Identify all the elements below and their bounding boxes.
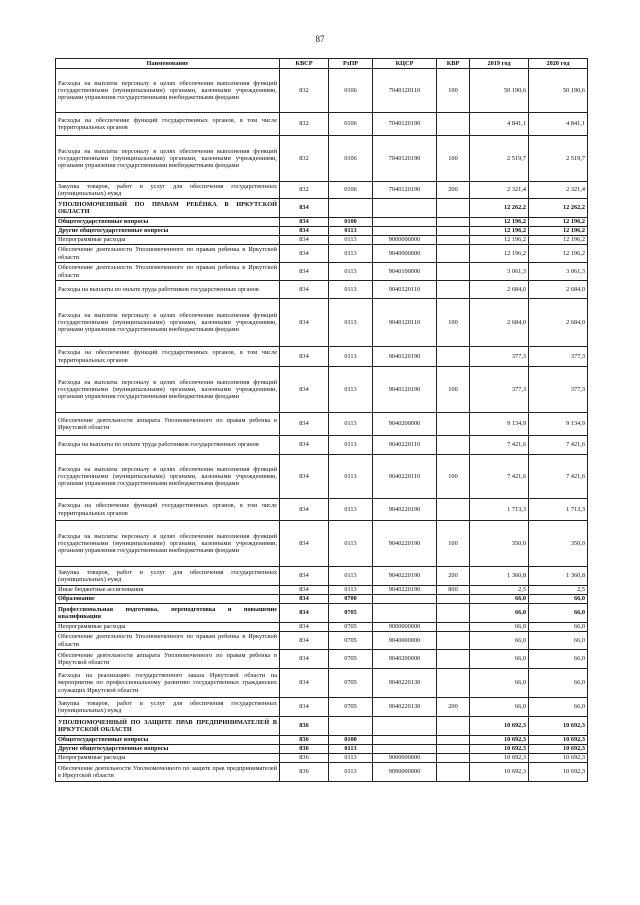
cell-name: Расходы на реализацию государственного заказа Иркутской области на мероприятия по профессиональному развитию государственных гражданских служащих Иркутской области	[56, 669, 280, 698]
cell-rzpr: 0113	[329, 413, 373, 436]
cell-rzpr: 0705	[329, 650, 373, 669]
cell-2019: 2 321,4	[470, 182, 529, 199]
cell-2020: 10 692,3	[529, 763, 588, 782]
cell-kcsr	[373, 227, 437, 236]
cell-rzpr: 0113	[329, 521, 373, 567]
cell-name: Расходы на выплаты персоналу в целях обеспечения выполнения функций государственными (муниципальными) органами, казенными учреждениями, органами управления государственными внебюджетными фондами	[56, 69, 280, 113]
table-row	[56, 736, 588, 745]
cell-rzpr: 0705	[329, 604, 373, 623]
cell-kvsr: 834	[280, 604, 329, 623]
header-kvr: КВР	[437, 59, 470, 69]
cell-kcsr	[373, 604, 437, 623]
cell-kcsr: 9040220110	[373, 436, 437, 455]
cell-rzpr: 0705	[329, 669, 373, 698]
cell-kvsr: 834	[280, 218, 329, 227]
cell-kvsr: 834	[280, 586, 329, 595]
cell-kvsr: 834	[280, 669, 329, 698]
cell-2019: 12 196,2	[470, 245, 529, 263]
cell-rzpr: 0113	[329, 347, 373, 367]
cell-rzpr: 0106	[329, 69, 373, 113]
cell-2020: 10 692,3	[529, 717, 588, 736]
cell-kvr	[437, 263, 470, 281]
cell-rzpr: 0106	[329, 113, 373, 136]
cell-2019: 10 692,3	[470, 754, 529, 763]
cell-rzpr: 0113	[329, 754, 373, 763]
budget-table	[55, 58, 588, 782]
cell-name: Закупка товаров, работ и услуг для обеспечения государственных (муниципальных) нужд	[56, 567, 280, 586]
cell-kvsr: 834	[280, 263, 329, 281]
cell-2020: 1 360,8	[529, 567, 588, 586]
cell-2020: 66,0	[529, 623, 588, 632]
cell-rzpr: 0113	[329, 263, 373, 281]
cell-2019: 12 196,2	[470, 236, 529, 245]
table-row	[56, 367, 588, 413]
cell-2020: 12 196,2	[529, 218, 588, 227]
cell-2020: 3 061,3	[529, 263, 588, 281]
cell-name: Обеспечение деятельности Уполномоченного по правам ребенка в Иркутской области	[56, 632, 280, 650]
cell-2020: 350,0	[529, 521, 588, 567]
cell-2020: 10 692,3	[529, 754, 588, 763]
cell-2020: 12 196,2	[529, 236, 588, 245]
cell-name: Профессиональная подготовка, переподготовка и повышение квалификации	[56, 604, 280, 623]
cell-name: УПОЛНОМОЧЕННЫЙ ПО ПРАВАМ РЕБЁНКА В ИРКУТСКОЙ ОБЛАСТИ	[56, 199, 280, 218]
cell-kcsr: 9040220190	[373, 521, 437, 567]
table-row	[56, 136, 588, 182]
cell-kvr	[437, 669, 470, 698]
cell-2020: 10 692,3	[529, 736, 588, 745]
table-row	[56, 182, 588, 199]
cell-2020: 4 841,1	[529, 113, 588, 136]
cell-2019: 66,0	[470, 669, 529, 698]
table-row	[56, 436, 588, 455]
cell-name: Общегосударственные вопросы	[56, 736, 280, 745]
table-row	[56, 763, 588, 782]
table-row	[56, 347, 588, 367]
cell-name: Непрограммные расходы	[56, 623, 280, 632]
cell-kvr	[437, 413, 470, 436]
cell-kcsr	[373, 736, 437, 745]
cell-kvsr: 836	[280, 745, 329, 754]
cell-rzpr: 0106	[329, 136, 373, 182]
cell-rzpr: 0113	[329, 299, 373, 347]
cell-name: Расходы на выплаты персоналу в целях обеспечения выполнения функций государственными (муниципальными) органами, казенными учреждениями, органами управления государственными внебюджетными фондами	[56, 136, 280, 182]
cell-rzpr: 0113	[329, 745, 373, 754]
cell-kvsr: 836	[280, 754, 329, 763]
cell-kvsr: 836	[280, 736, 329, 745]
cell-kvr: 100	[437, 455, 470, 499]
cell-2019: 10 692,3	[470, 745, 529, 754]
cell-kvsr: 834	[280, 698, 329, 717]
cell-2020: 377,3	[529, 347, 588, 367]
table-row	[56, 632, 588, 650]
table-row	[56, 499, 588, 521]
table-row	[56, 650, 588, 669]
cell-rzpr: 0700	[329, 595, 373, 604]
cell-rzpr: 0113	[329, 763, 373, 782]
cell-2019: 3 061,3	[470, 263, 529, 281]
header-kcsr: КЦСР	[373, 59, 437, 69]
cell-2019: 66,0	[470, 623, 529, 632]
header-2020: 2020 год	[529, 59, 588, 69]
cell-kvr: 100	[437, 299, 470, 347]
cell-rzpr: 0106	[329, 182, 373, 199]
cell-kvsr: 836	[280, 717, 329, 736]
table-row	[56, 113, 588, 136]
cell-rzpr: 0113	[329, 227, 373, 236]
cell-2019: 12 196,2	[470, 218, 529, 227]
cell-2019: 2 519,7	[470, 136, 529, 182]
cell-rzpr: 0705	[329, 632, 373, 650]
cell-name: Другие общегосударственные вопросы	[56, 745, 280, 754]
table-row	[56, 623, 588, 632]
table-row	[56, 299, 588, 347]
cell-2019: 12 262,2	[470, 199, 529, 218]
cell-kvr	[437, 736, 470, 745]
cell-name: Обеспечение деятельности аппарата Уполномоченного по правам ребенка в Иркутской области	[56, 650, 280, 669]
cell-name: Образование	[56, 595, 280, 604]
table-row	[56, 263, 588, 281]
cell-kcsr: 9040120110	[373, 281, 437, 299]
cell-kcsr: 7040120110	[373, 69, 437, 113]
cell-kvr	[437, 245, 470, 263]
cell-kcsr: 9040000000	[373, 245, 437, 263]
cell-2019: 2 684,0	[470, 281, 529, 299]
cell-kcsr	[373, 199, 437, 218]
cell-kvr	[437, 595, 470, 604]
table-header-row	[56, 59, 588, 69]
cell-2019: 350,0	[470, 521, 529, 567]
cell-2019: 9 134,9	[470, 413, 529, 436]
cell-kvsr: 832	[280, 182, 329, 199]
cell-name: Закупка товаров, работ и услуг для обеспечения государственных (муниципальных) нужд	[56, 698, 280, 717]
cell-kvsr: 834	[280, 281, 329, 299]
cell-kvsr: 834	[280, 567, 329, 586]
cell-kcsr: 9040220130	[373, 698, 437, 717]
cell-rzpr: 0705	[329, 698, 373, 717]
cell-kvr	[437, 113, 470, 136]
cell-name: Обеспечение деятельности Уполномоченного по защите прав предпринимателей в Иркутской области	[56, 763, 280, 782]
cell-2019: 1 360,8	[470, 567, 529, 586]
cell-kvsr: 834	[280, 367, 329, 413]
cell-kcsr: 9040220130	[373, 669, 437, 698]
cell-kcsr: 7040120190	[373, 136, 437, 182]
cell-kvr	[437, 199, 470, 218]
cell-rzpr: 0100	[329, 736, 373, 745]
cell-kvr	[437, 281, 470, 299]
cell-2019: 66,0	[470, 632, 529, 650]
table-row	[56, 199, 588, 218]
cell-rzpr: 0113	[329, 455, 373, 499]
header-kvsr: КВСР	[280, 59, 329, 69]
cell-2019: 7 421,6	[470, 455, 529, 499]
cell-2019: 12 196,2	[470, 227, 529, 236]
cell-kvsr: 834	[280, 623, 329, 632]
cell-kcsr: 9040000000	[373, 632, 437, 650]
cell-2020: 66,0	[529, 595, 588, 604]
cell-kvr	[437, 227, 470, 236]
cell-2019: 50 190,6	[470, 69, 529, 113]
table-row	[56, 717, 588, 736]
table-row	[56, 218, 588, 227]
cell-kvr	[437, 745, 470, 754]
table-row	[56, 567, 588, 586]
header-name: Наименование	[56, 59, 280, 69]
cell-2019: 2 684,0	[470, 299, 529, 347]
cell-2020: 66,0	[529, 650, 588, 669]
table-row	[56, 69, 588, 113]
cell-2020: 50 190,6	[529, 69, 588, 113]
table-body	[56, 69, 588, 782]
cell-rzpr: 0113	[329, 245, 373, 263]
header-rzpr: РзПР	[329, 59, 373, 69]
cell-2020: 2 684,0	[529, 281, 588, 299]
cell-2020: 66,0	[529, 604, 588, 623]
cell-kcsr: 9000000000	[373, 623, 437, 632]
cell-kvsr: 832	[280, 113, 329, 136]
cell-2020: 2 321,4	[529, 182, 588, 199]
cell-2019: 10 692,3	[470, 763, 529, 782]
cell-2020: 12 196,2	[529, 245, 588, 263]
cell-rzpr: 0113	[329, 281, 373, 299]
cell-kcsr: 9090000000	[373, 763, 437, 782]
cell-kcsr	[373, 218, 437, 227]
cell-kcsr: 9040220110	[373, 455, 437, 499]
cell-2019: 7 421,6	[470, 436, 529, 455]
cell-name: Расходы на выплаты персоналу в целях обеспечения выполнения функций государственными (муниципальными) органами, казенными учреждениями, органами управления государственными внебюджетными фондами	[56, 299, 280, 347]
cell-kcsr	[373, 745, 437, 754]
cell-kvr	[437, 717, 470, 736]
cell-kcsr: 9040220190	[373, 499, 437, 521]
cell-kvr: 200	[437, 698, 470, 717]
cell-kcsr: 9000000000	[373, 236, 437, 245]
cell-name: Расходы на выплаты по оплате труда работников государственных органов	[56, 281, 280, 299]
page-number: 87	[315, 34, 325, 44]
cell-name: Другие общегосударственные вопросы	[56, 227, 280, 236]
cell-kvsr: 832	[280, 69, 329, 113]
cell-name: Обеспечение деятельности Уполномоченного по правам ребенка в Иркутской области	[56, 263, 280, 281]
cell-2020: 7 421,6	[529, 436, 588, 455]
cell-2020: 2 519,7	[529, 136, 588, 182]
cell-2020: 2 684,0	[529, 299, 588, 347]
cell-2020: 12 262,2	[529, 199, 588, 218]
cell-2020: 66,0	[529, 698, 588, 717]
cell-2019: 66,0	[470, 698, 529, 717]
cell-kvr	[437, 347, 470, 367]
cell-kvr	[437, 218, 470, 227]
cell-kcsr: 9040200000	[373, 413, 437, 436]
table-row	[56, 754, 588, 763]
table-row	[56, 521, 588, 567]
cell-kvr	[437, 604, 470, 623]
cell-2019: 10 692,3	[470, 736, 529, 745]
cell-kvsr: 834	[280, 413, 329, 436]
cell-kcsr: 9040100000	[373, 263, 437, 281]
cell-2020: 7 421,6	[529, 455, 588, 499]
cell-kvsr: 834	[280, 499, 329, 521]
cell-kcsr: 9000000000	[373, 754, 437, 763]
cell-kvsr: 834	[280, 199, 329, 218]
cell-name: Расходы на обеспечение функций государственных органов, в том числе территориальных органов	[56, 113, 280, 136]
cell-kvsr: 834	[280, 595, 329, 604]
cell-2020: 66,0	[529, 669, 588, 698]
cell-kcsr: 9040220190	[373, 567, 437, 586]
cell-kvsr: 836	[280, 763, 329, 782]
cell-kvr: 100	[437, 69, 470, 113]
cell-kcsr: 7040120190	[373, 113, 437, 136]
cell-kvsr: 834	[280, 521, 329, 567]
cell-kvsr: 834	[280, 347, 329, 367]
cell-kcsr: 9040120190	[373, 367, 437, 413]
cell-kvr	[437, 763, 470, 782]
cell-kvsr: 832	[280, 136, 329, 182]
cell-2020: 2,5	[529, 586, 588, 595]
cell-name: Расходы на выплаты персоналу в целях обеспечения выполнения функций государственными (муниципальными) органами, казенными учреждениями, органами управления государственными внебюджетными фондами	[56, 367, 280, 413]
cell-kvsr: 834	[280, 632, 329, 650]
cell-name: Обеспечение деятельности аппарата Уполномоченного по правам ребенка в Иркутской области	[56, 413, 280, 436]
table-row	[56, 604, 588, 623]
cell-kvr	[437, 499, 470, 521]
cell-kvr: 200	[437, 182, 470, 199]
cell-name: Расходы на обеспечение функций государственных органов, в том числе территориальных органов	[56, 499, 280, 521]
cell-kvr	[437, 436, 470, 455]
cell-rzpr: 0113	[329, 436, 373, 455]
table-row	[56, 745, 588, 754]
cell-name: Иные бюджетные ассигнования	[56, 586, 280, 595]
cell-name: Непрограммные расходы	[56, 754, 280, 763]
cell-kvsr: 834	[280, 455, 329, 499]
cell-rzpr: 0113	[329, 367, 373, 413]
cell-kvr	[437, 632, 470, 650]
cell-rzpr: 0705	[329, 623, 373, 632]
cell-rzpr: 0100	[329, 218, 373, 227]
cell-rzpr	[329, 199, 373, 218]
cell-kcsr: 9040220190	[373, 586, 437, 595]
cell-kvr	[437, 623, 470, 632]
cell-name: Расходы на обеспечение функций государственных органов, в том числе территориальных органов	[56, 347, 280, 367]
cell-name: Обеспечение деятельности Уполномоченного по правам ребенка в Иркутской области	[56, 245, 280, 263]
cell-2020: 377,3	[529, 367, 588, 413]
cell-2020: 66,0	[529, 632, 588, 650]
cell-kvr	[437, 754, 470, 763]
cell-rzpr: 0113	[329, 586, 373, 595]
cell-2019: 377,3	[470, 367, 529, 413]
cell-kcsr	[373, 717, 437, 736]
cell-rzpr	[329, 717, 373, 736]
table-row	[56, 586, 588, 595]
cell-name: УПОЛНОМОЧЕННЫЙ ПО ЗАЩИТЕ ПРАВ ПРЕДПРИНИМАТЕЛЕЙ В ИРКУТСКОЙ ОБЛАСТИ	[56, 717, 280, 736]
table-row	[56, 413, 588, 436]
cell-kvr: 800	[437, 586, 470, 595]
cell-kcsr	[373, 595, 437, 604]
cell-kvsr: 834	[280, 227, 329, 236]
cell-2019: 10 692,3	[470, 717, 529, 736]
cell-rzpr: 0113	[329, 567, 373, 586]
table-row	[56, 281, 588, 299]
cell-2019: 377,3	[470, 347, 529, 367]
cell-kcsr: 9040120190	[373, 347, 437, 367]
table-row	[56, 698, 588, 717]
cell-2019: 4 841,1	[470, 113, 529, 136]
cell-kvsr: 834	[280, 299, 329, 347]
cell-2019: 2,5	[470, 586, 529, 595]
cell-name: Непрограммные расходы	[56, 236, 280, 245]
cell-kvr	[437, 236, 470, 245]
cell-rzpr: 0113	[329, 499, 373, 521]
cell-name: Расходы на выплаты персоналу в целях обеспечения выполнения функций государственными (муниципальными) органами, казенными учреждениями, органами управления государственными внебюджетными фондами	[56, 455, 280, 499]
cell-2020: 12 196,2	[529, 227, 588, 236]
table-row	[56, 227, 588, 236]
cell-kvr	[437, 650, 470, 669]
cell-kvsr: 834	[280, 236, 329, 245]
cell-2019: 1 713,3	[470, 499, 529, 521]
table-row	[56, 455, 588, 499]
cell-name: Общегосударственные вопросы	[56, 218, 280, 227]
cell-kcsr: 7040120190	[373, 182, 437, 199]
cell-kvsr: 834	[280, 436, 329, 455]
cell-name: Расходы на выплаты по оплате труда работников государственных органов	[56, 436, 280, 455]
cell-kcsr: 9040200000	[373, 650, 437, 669]
header-2019: 2019 год	[470, 59, 529, 69]
cell-name: Расходы на выплаты персоналу в целях обеспечения выполнения функций государственными (муниципальными) органами, казенными учреждениями, органами управления государственными внебюджетными фондами	[56, 521, 280, 567]
cell-kvr: 100	[437, 521, 470, 567]
cell-2020: 10 692,3	[529, 745, 588, 754]
table-row	[56, 669, 588, 698]
cell-kvsr: 834	[280, 650, 329, 669]
table-row	[56, 245, 588, 263]
cell-2019: 66,0	[470, 595, 529, 604]
cell-2019: 66,0	[470, 650, 529, 669]
cell-2020: 1 713,3	[529, 499, 588, 521]
table-row	[56, 236, 588, 245]
cell-rzpr: 0113	[329, 236, 373, 245]
cell-2020: 9 134,9	[529, 413, 588, 436]
cell-name: Закупка товаров, работ и услуг для обеспечения государственных (муниципальных) нужд	[56, 182, 280, 199]
cell-kvr: 100	[437, 367, 470, 413]
cell-kcsr: 9040120110	[373, 299, 437, 347]
cell-kvsr: 834	[280, 245, 329, 263]
table-row	[56, 595, 588, 604]
cell-kvr: 200	[437, 567, 470, 586]
cell-2019: 66,0	[470, 604, 529, 623]
cell-kvr: 100	[437, 136, 470, 182]
